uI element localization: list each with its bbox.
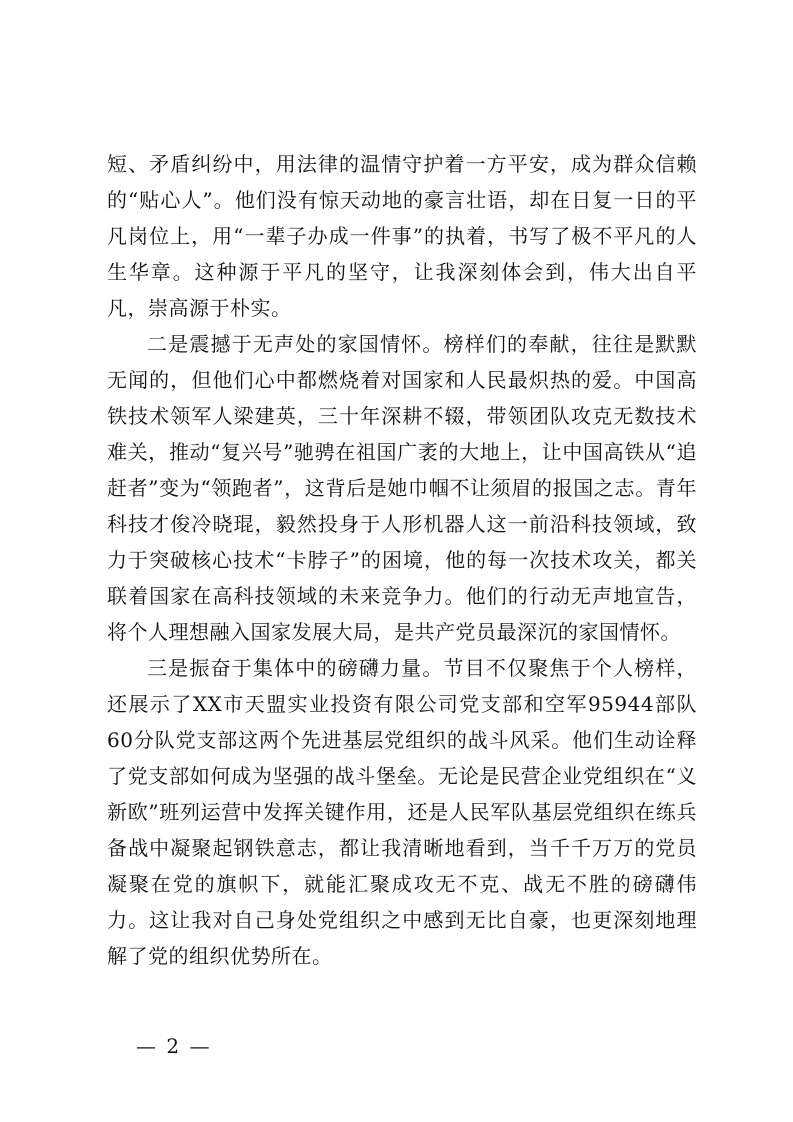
paragraph-family-country-sentiment: 二是震撼于无声处的家国情怀。榜样们的奉献，往往是默默无闻的，但他们心中都燃烧着对国家和人民最炽热的爱。中国高铁技术领军人梁建英，三十年深耕不辍，带领团队攻克无数技术难关，推动“复兴号”驰骋在祖国广袤的大地上，让中国高铁从“追赶者”变为“领跑者”，这背后是她巾帼不让须眉的报国之志。青年科技才俊冷晓琨，毅然投身于人形机器人这一前沿科技领域，致力于突破核心技术“卡脖子”的困境，他的每一次技术攻关，都关联着国家在高科技领域的未来竞争力。他们的行动无声地宣告，将个人理想融入国家发展大局，是共产党员最深沉的家国情怀。 — [107, 332, 697, 644]
paragraph-collective-strength: 三是振奋于集体中的磅礴力量。节目不仅聚焦于个人榜样，还展示了XX市天盟实业投资有限公司党支部和空军95944部队60分队党支部这两个先进基层党组织的战斗风采。他们生动诠释了党支部如何成为坚强的战斗堡垒。无论是民营企业党组织在“义新欧”班列运营中发挥关键作用，还是人民军队基层党组织在练兵备战中凝聚起钢铁意志，都让我清晰地看到，当千千万万的党员凝聚在党的旗帜下，就能汇聚成攻无不克、战无不胜的磅礴伟力。这让我对自己身处党组织之中感到无比自豪，也更深刻地理解了党的组织优势所在。 — [107, 656, 697, 968]
paragraph-continued: 短、矛盾纠纷中，用法律的温情守护着一方平安，成为群众信赖的“贴心人”。他们没有惊天动地的豪言壮语，却在日复一日的平凡岗位上，用“一辈子办成一件事”的执着，书写了极不平凡的人生华章。这种源于平凡的坚守，让我深刻体会到，伟大出自平凡，崇高源于朴实。 — [107, 152, 697, 320]
body-text — [107, 146, 697, 974]
page-number: — 2 — — [136, 1034, 212, 1058]
